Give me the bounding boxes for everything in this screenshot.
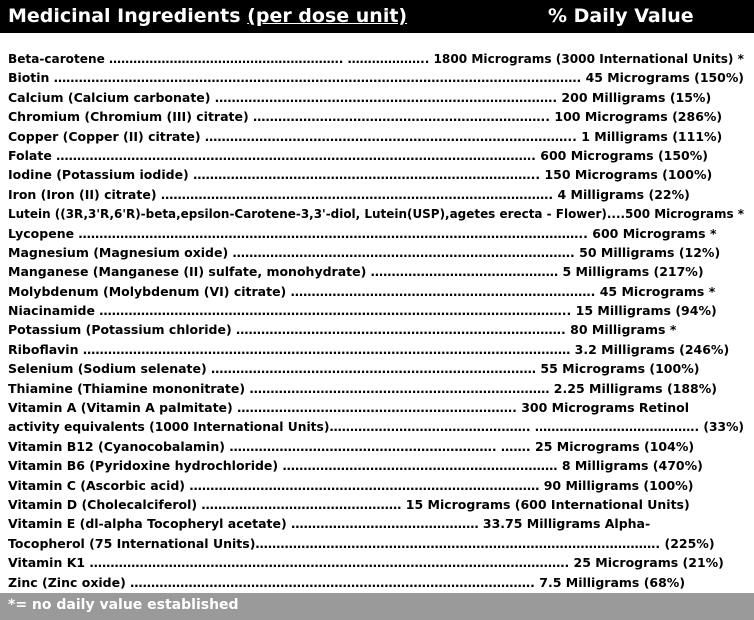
ingredient-row xyxy=(0,185,754,204)
ingredient-row xyxy=(0,359,754,378)
ingredient-row-text: Chromium (Chromium (III) citrate) …………………………………………………………….. 100 Micrograms (286%) xyxy=(8,109,723,125)
ingredient-row-text: Iron (Iron (II) citrate) …………………………………………………………………………………. 4 Milligrams (22%) xyxy=(8,186,690,202)
ingredient-row xyxy=(0,340,754,359)
ingredient-row xyxy=(0,514,754,533)
ingredient-row xyxy=(0,534,754,553)
header-title-text: Medicinal Ingredients xyxy=(8,5,241,27)
ingredient-row-text: Tocopherol (75 International Units)……………………………………………………………………………………. (225%) xyxy=(8,535,715,551)
ingredient-row xyxy=(0,301,754,320)
ingredient-row-text: Zinc (Zinc oxide) ……………………………………………………………………………………. 7.5 Milligrams (68%) xyxy=(8,574,686,590)
ingredient-row-text: activity equivalents (1000 International Units)…………………………………………. …………………………………. (33%) xyxy=(8,419,744,435)
header-title xyxy=(8,5,407,27)
ingredient-row xyxy=(0,456,754,475)
ingredient-row xyxy=(0,204,754,223)
ingredient-row-text: Copper (Copper (II) citrate) …………………………………………………………………………….. 1 Milligrams (111%) xyxy=(8,128,723,144)
ingredient-row xyxy=(0,262,754,281)
ingredient-row xyxy=(0,224,754,243)
ingredient-row-text: Calcium (Calcium carbonate) ………………………………………………………………………. 200 Milligrams (15%) xyxy=(8,89,712,105)
ingredient-row xyxy=(0,553,754,572)
ingredient-row-text: Folate ……………………………………………………………………………………………………. 600 Micrograms (150%) xyxy=(8,147,708,163)
ingredient-row xyxy=(0,146,754,165)
ingredient-row xyxy=(0,398,754,417)
ingredient-row-text: Vitamin C (Ascorbic acid) ………………………………………………………………………… 90 Milligrams (100%) xyxy=(8,477,694,493)
ingredient-row-text: Biotin ………………………………………………………………………………………………………………. 45 Micrograms (150%) xyxy=(8,70,744,86)
ingredient-row xyxy=(0,573,754,592)
ingredient-row xyxy=(0,68,754,87)
ingredient-row-text: Riboflavin ……………………………………………………………………………………………………… 3.2 Milligrams (246%) xyxy=(8,341,730,357)
ingredient-row-text: Vitamin E (dl-alpha Tocopheryl acetate) ……………………………………… 33.75 Milligrams Alpha- xyxy=(8,516,651,532)
ingredient-row-text: Vitamin A (Vitamin A palmitate) …………………………………………………………. 300 Micrograms Retinol xyxy=(8,400,690,416)
ingredient-list xyxy=(0,49,754,592)
ingredient-row-text: Vitamin B6 (Pyridoxine hydrochloride) ………………………………………………………… 8 Milligrams (470%) xyxy=(8,458,703,474)
ingredient-row-text: Iodine (Potassium iodide) ……………………………………………………………………….. 150 Micrograms (100%) xyxy=(8,167,713,183)
ingredient-row-text: Beta-carotene …………………………………………………. ……………….. 1800 Micrograms (3000 International Units) * xyxy=(8,51,744,66)
ingredient-row-text: Molybdenum (Molybdenum (VI) citrate) ………………………………………………………………. 45 Micrograms * xyxy=(8,283,716,299)
ingredient-row-text: Lutein ((3R,3'R,6'R)-beta,epsilon-Carotene-3,3'-diol, Lutein(USP),agetes erecta - Flower)....500 Micrograms * xyxy=(8,206,744,222)
ingredient-row xyxy=(0,379,754,398)
ingredient-row-text: Vitamin K1 ……………………………………………………………………………………………………. 25 Micrograms (21%) xyxy=(8,555,724,571)
ingredient-row-text: Thiamine (Thiamine mononitrate) ……………………………………………………………… 2.25 Milligrams (188%) xyxy=(8,380,717,396)
ingredient-row xyxy=(0,495,754,514)
ingredient-row xyxy=(0,49,754,68)
ingredient-row xyxy=(0,476,754,495)
ingredient-row xyxy=(0,437,754,456)
footnote-bar xyxy=(0,593,754,620)
footnote-text: *= no daily value established xyxy=(8,597,239,613)
ingredient-row xyxy=(0,107,754,126)
ingredient-row-text: Manganese (Manganese (II) sulfate, monohydrate) ……………………………………… 5 Milligrams (217%) xyxy=(8,264,704,280)
ingredient-row-text: Potassium (Potassium chloride) ……………………………………………………………………. 80 Milligrams * xyxy=(8,322,677,338)
ingredient-row-text: Vitamin D (Cholecalciferol) ………………………………………… 15 Micrograms (600 International Units) xyxy=(8,496,690,512)
ingredient-row-text: Selenium (Sodium selenate) …………………………………………………………………… 55 Micrograms (100%) xyxy=(8,361,700,377)
ingredient-row xyxy=(0,320,754,339)
ingredient-row-text: Lycopene ………………………………………………………………………………………………………….. 600 Micrograms * xyxy=(8,225,717,241)
ingredient-row xyxy=(0,282,754,301)
ingredient-row-text: Niacinamide ………………………………………………………………………………………………….. 15 Milligrams (94%) xyxy=(8,303,717,319)
ingredient-row xyxy=(0,243,754,262)
header-subtitle: (per dose unit) xyxy=(247,5,408,27)
ingredient-row xyxy=(0,127,754,146)
table-header xyxy=(0,0,754,33)
daily-value-header: % Daily Value xyxy=(548,5,694,27)
ingredient-row-text: Magnesium (Magnesium oxide) ………………………………………………………………………. 50 Milligrams (12%) xyxy=(8,244,721,260)
ingredient-row xyxy=(0,165,754,184)
ingredient-row xyxy=(0,417,754,436)
ingredient-row-text: Vitamin B12 (Cyanocobalamin) ………………………………………………………. ……. 25 Micrograms (104%) xyxy=(8,438,695,454)
ingredient-row xyxy=(0,88,754,107)
